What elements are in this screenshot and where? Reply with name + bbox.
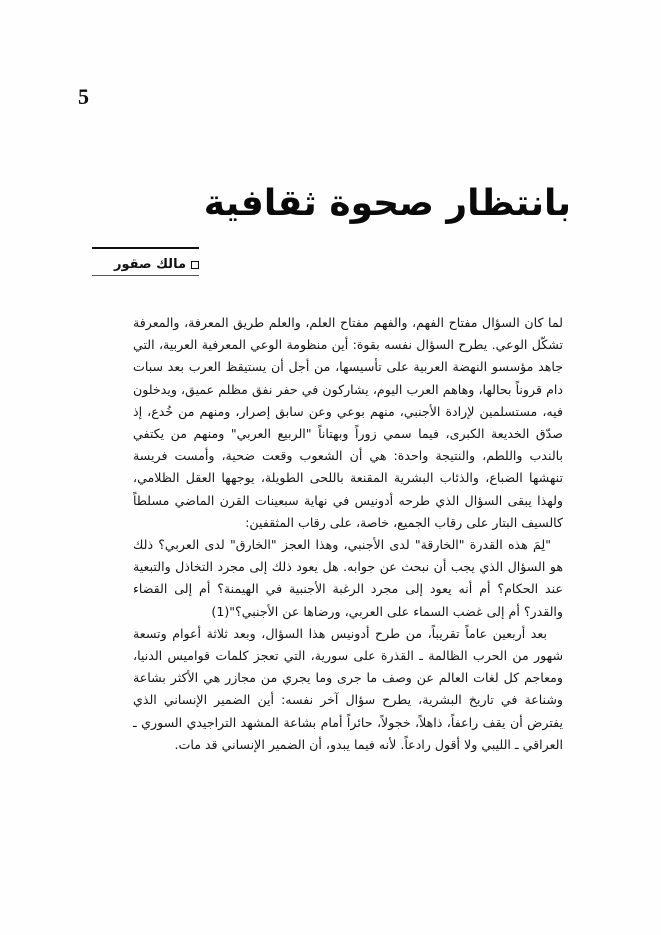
body-paragraph: بعد أربعين عاماً تقريباً، من طرح أدونيس هذا السؤال، وبعد ثلاثة أعوام وتسعة شهور من الحرب الظالمة ـ القذرة على سورية، التي تعجز كلمات قواميس الدنيا، ومعاجم كل لغات العالم عن وصف ما جرى وما يجري من مجازر هي الأكثر بشاعة وشناعة في تاريخ البشرية، يطرح سؤال آخر نفسه: أين الضمير الإنساني الذي يفترض أن يقف راعفاً، ذاهلاً، خجولاً، حائراً أمام بشاعة المشهد التراجيدي السوري ـ العراقي ـ الليبي ولا أقول رادعاً. لأنه فيما يبدو، أن الضمير الإنساني قد مات.	[133, 625, 563, 752]
title-divider	[92, 247, 199, 249]
article-body	[133, 312, 563, 756]
author-underline	[92, 275, 199, 276]
body-paragraph: لما كان السؤال مفتاح الفهم، والفهم مفتاح العلم، والعلم طريق المعرفة، والمعرفة تشكّل الوعي. يطرح السؤال نفسه بقوة: أين منظومة الوعي المعرفية العربية، التي جاهد مؤسسو النهضة العربية على تأسيسها، من أجل أن يستيقظ العرب بعد سبات دام قروناً بحالها، وهاهم العرب اليوم، يشاركون في حفر نفق مظلم عميق، ويدخلون فيه، مستسلمين لإرادة الأجنبي، منهم بوعي وعن سابق إصرار، ومنهم من خُدع، إذ صدّق الخديعة الكبرى، فيما سمي زوراً وبهتاناً "الربيع العربي" ومنهم من يكتفي بالندب واللطم، والنتيجة واحدة: هي أن الشعوب وقعت ضحية، وأمست فريسة تنهشها الضباع، والذئاب البشرية المقنعة باللحى الطويلة، يوجهها العقل الظلامي، ولهذا يبقى السؤال الذي طرحه أدونيس في نهاية سبعينات القرن الماضي مسلطاً كالسيف البتار على رقاب الجميع، خاصة، على رقاب المثقفين:	[133, 315, 563, 530]
checkbox-bullet-icon	[191, 261, 199, 269]
page-number: 5	[78, 84, 89, 109]
article-title: بانتظار صحوة ثقافية	[203, 183, 571, 224]
quote-paragraph: "لِمَ هذه القدرة "الخارقة" لدى الأجنبي، وهذا العجز "الخارق" لدى العربي؟ ذلك هو السؤال الذي يجب أن نبحث عن جوابه. هل يعود ذلك إلى مجرد التخاذل والتبعية عند الحكام؟ أم أنه يعود إلى مجرد الرغبة الأجنبية في الهيمنة؟ أم إلى القضاء والقدر؟ أم إلى غضب السماء على العربي، ورضاها عن الأجنبي؟"(1)	[133, 537, 563, 619]
author-name: مالك صقور	[114, 257, 186, 272]
author-byline	[92, 256, 199, 274]
